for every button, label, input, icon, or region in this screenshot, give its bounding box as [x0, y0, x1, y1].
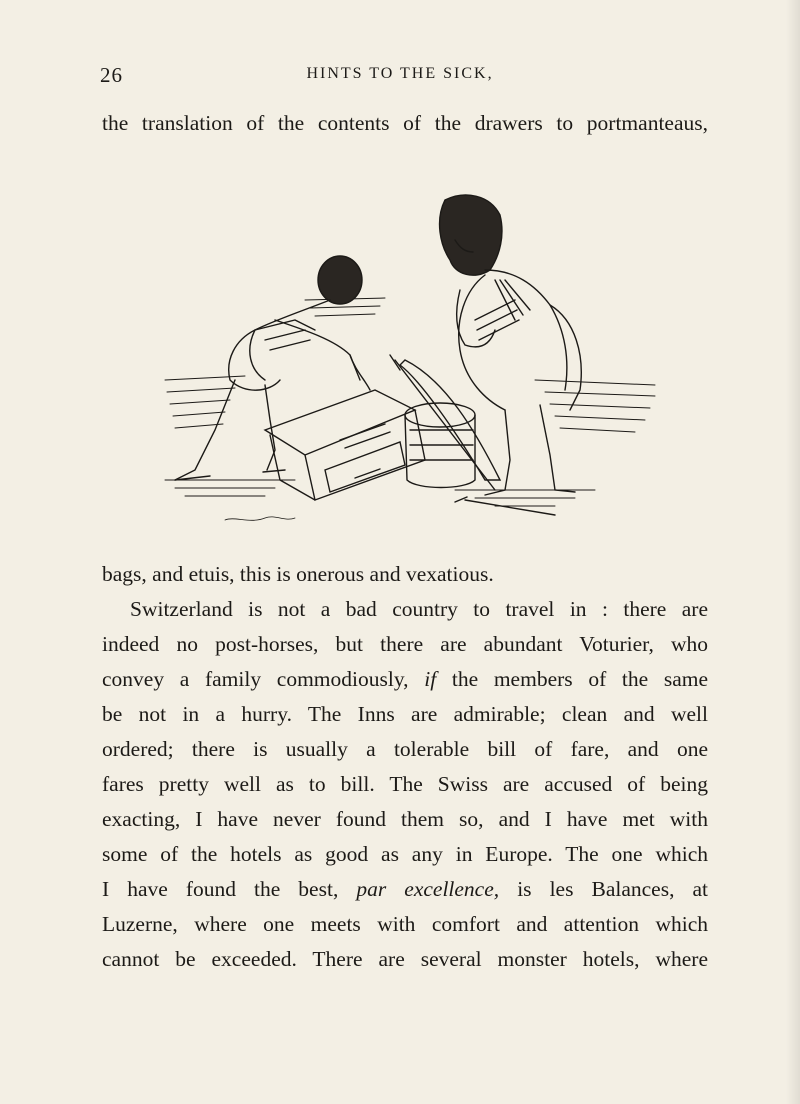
ground-hatching [165, 298, 655, 506]
text-line-13: cannot be exceeded. There are several monster hotels, where [102, 947, 708, 971]
text-line-4: indeed no post-horses, but there are abundant Voturier, who [102, 632, 708, 656]
italic-phrase: par excellence, [356, 877, 500, 901]
trunk [265, 390, 425, 500]
text-line-11 [102, 879, 708, 901]
italic-word: if [424, 667, 437, 691]
text-line-1: the translation of the contents of the drawers to portmanteaus, [102, 111, 708, 135]
text-segment: the members of the same [451, 667, 709, 691]
text-line-10: some of the hotels as good as any in Europe. The one which [102, 842, 708, 866]
gentleman-figure [440, 195, 582, 495]
text-line-6: be not in a hurry. The Inns are admirable; clean and well [102, 702, 708, 726]
text-line-2: bags, and etuis, this is onerous and vexatious. [102, 562, 494, 586]
text-line-3: Switzerland is not a bad country to travel in : there are [130, 597, 708, 621]
text-segment: is les Balances, at [517, 877, 709, 901]
text-line-8: fares pretty well as to bill. The Swiss are accused of being [102, 772, 708, 796]
text-line-7: ordered; there is usually a tolerable bill of fare, and one [102, 737, 708, 761]
running-title: HINTS TO THE SICK, [306, 65, 494, 82]
text-line-5 [102, 669, 708, 691]
text-line-12: Luzerne, where one meets with comfort and attention which [102, 912, 708, 936]
text-segment: I have found the best, [102, 877, 339, 901]
engraving-illustration [155, 180, 665, 540]
running-head [0, 63, 800, 93]
artist-signature [225, 517, 295, 520]
text-segment: convey a family commodiously, [102, 667, 409, 691]
page-edge-shadow [786, 0, 800, 1104]
page-number: 26 [100, 63, 123, 87]
text-line-9: exacting, I have never found them so, and I have met with [102, 807, 708, 831]
